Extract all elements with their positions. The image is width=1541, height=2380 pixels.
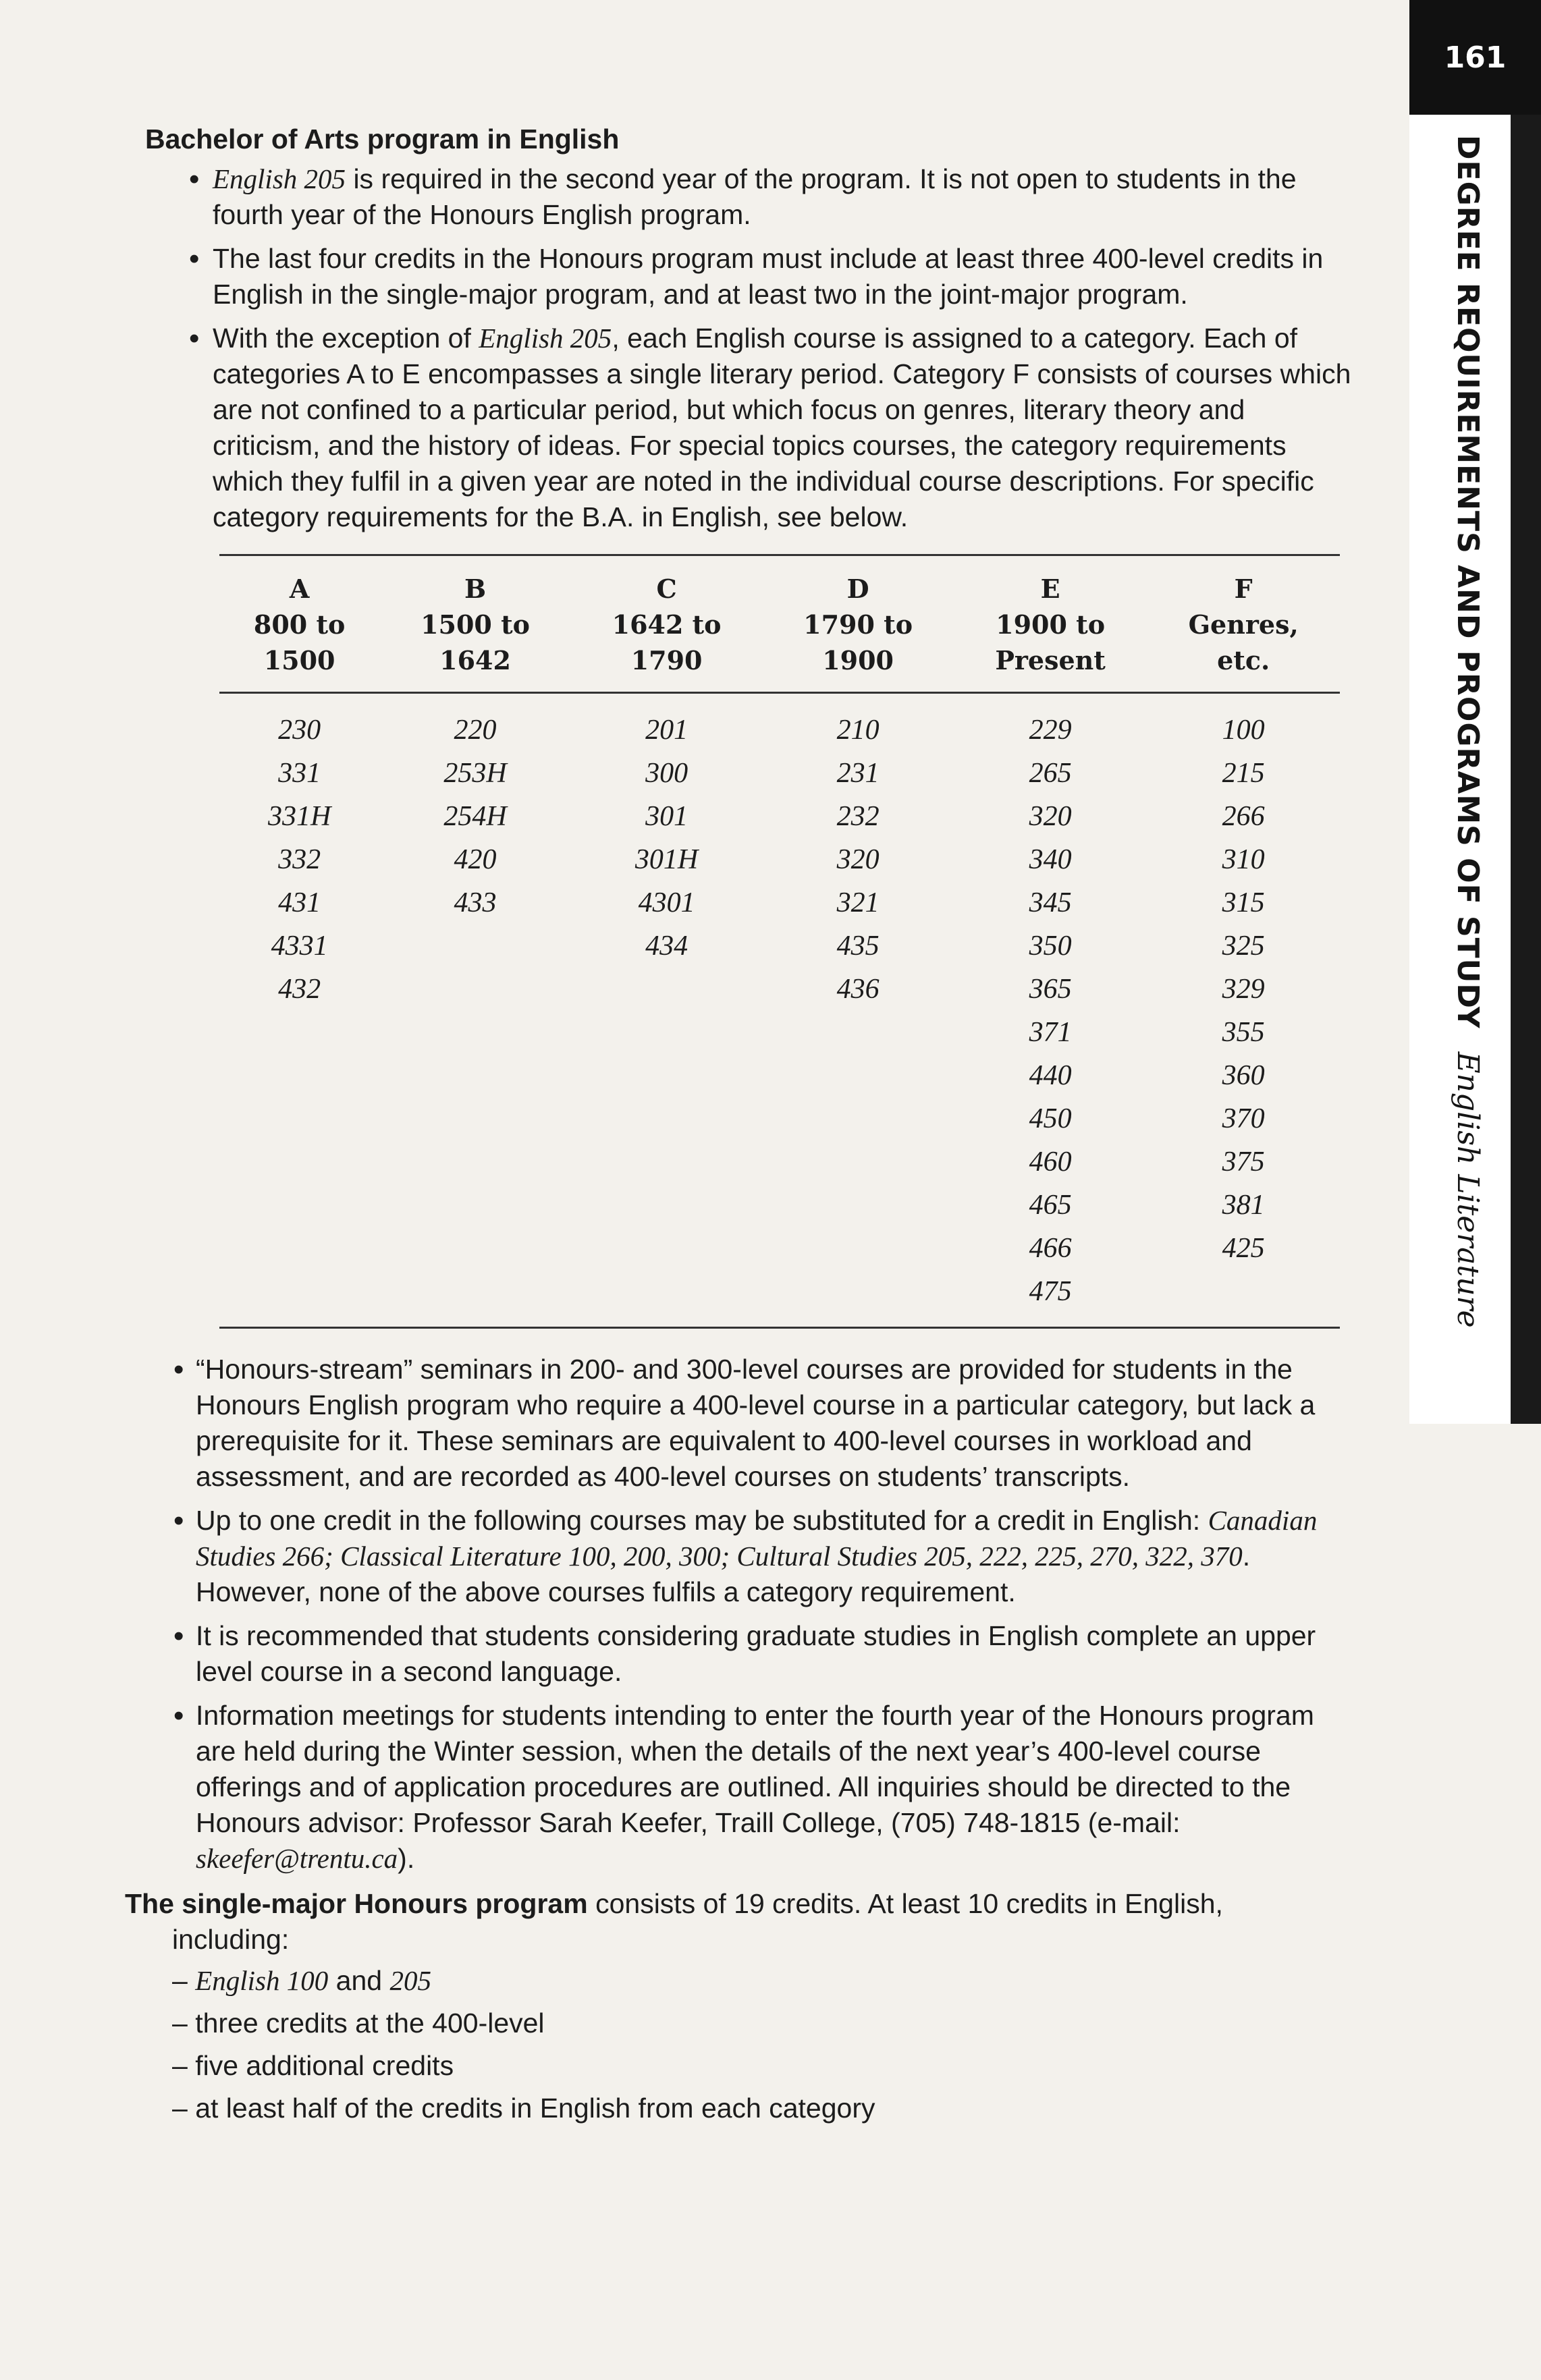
category-header-line: 1500 (263, 645, 335, 675)
bullet-text (196, 1620, 1316, 1687)
category-header-line: 1642 (439, 645, 511, 675)
course-cell: 434 (645, 931, 688, 962)
bullet-item (125, 161, 1394, 233)
course-cell: 371 (1029, 1017, 1072, 1048)
requirement-list (172, 1963, 1394, 2126)
course-cell: 100 (1222, 715, 1265, 746)
course-cell (219, 1184, 379, 1227)
text-run: – three credits at the 400-level (172, 2008, 545, 2039)
course-cell (219, 1054, 379, 1097)
course-cell: 315 (1222, 887, 1265, 918)
category-header-cell (379, 555, 571, 693)
course-cell (219, 1097, 379, 1140)
course-cell (571, 1140, 763, 1184)
course-cell: 320 (836, 844, 880, 875)
category-header-line: E (1040, 574, 1060, 604)
category-header-line: 1790 to (803, 609, 913, 640)
course-cell: 301 (645, 801, 688, 832)
text-run: is required in the second year of the program. It is not open to students in the fourth year of the Honours English program. (213, 163, 1297, 230)
category-header-line: F (1234, 574, 1253, 604)
course-cell: 433 (454, 887, 497, 918)
text-run: ). (398, 1843, 415, 1874)
section-title: DEGREE REQUIREMENTS AND PROGRAMS OF STUDY (1451, 135, 1485, 1029)
text-run: Information meetings for students intending to enter the fourth year of the Honours program are held during the Winter session, when the details of the next year’s 400-level course offerings and of application procedures are outlined. All inquiries should be directed to the Honours advisor: Professor Sarah Keefer, Traill College, (705) 748-1815 (e-mail: (196, 1700, 1314, 1838)
course-cell (219, 1011, 379, 1054)
text-run: , each English course is assigned to a category. Each of categories A to E encompasses a single literary period. Category F consists of courses which are not confined to a particular period, but which focus on genres, literary theory and criticism, and the history of ideas. For special topics courses, the category requirements which they fulfil in a given year are noted in the individual course descriptions. For specific category requirements for the B.A. in English, see below. (213, 323, 1351, 532)
course-cell: 329 (1222, 974, 1265, 1005)
bullet-item (125, 1503, 1394, 1610)
category-header-cell (762, 555, 954, 693)
category-header-cell (954, 555, 1147, 693)
category-header-line: 1500 to (421, 609, 530, 640)
requirement-item (172, 2048, 1394, 2084)
course-cell: 300 (645, 758, 688, 789)
requirement-text (172, 2093, 875, 2124)
course-cell: 435 (836, 931, 880, 962)
bullet-list-lower (125, 1352, 1394, 1877)
table-row (219, 752, 1340, 795)
text-run: . However, none of the above courses fulfils a category requirement. (196, 1541, 1251, 1607)
course-cell: 466 (1029, 1233, 1072, 1264)
course-cell (762, 1097, 954, 1140)
course-cell (571, 1097, 763, 1140)
course-cell: 475 (1029, 1276, 1072, 1307)
table-row (219, 968, 1340, 1011)
text-run: The last four credits in the Honours program must include at least three 400-level credits in English in the single-major program, and at least two in the joint-major program. (213, 243, 1324, 310)
course-cell (762, 1140, 954, 1184)
course-cell: 320 (1029, 801, 1072, 832)
category-header-line: B (464, 574, 487, 604)
requirement-item (172, 2091, 1394, 2126)
table-row (219, 1270, 1340, 1328)
course-cell: 436 (836, 974, 880, 1005)
course-cell (762, 1184, 954, 1227)
course-cell (379, 1270, 571, 1328)
course-cell: 420 (454, 844, 497, 875)
course-cell: 215 (1222, 758, 1265, 789)
category-header-line: 800 to (253, 609, 346, 640)
table-row (219, 1097, 1340, 1140)
table-row (219, 1140, 1340, 1184)
course-cell: 220 (454, 715, 497, 746)
table-row (219, 1054, 1340, 1097)
bullet-text (213, 163, 1297, 230)
course-cell (762, 1227, 954, 1270)
bullet-item (125, 1352, 1394, 1495)
text-run: – five additional credits (172, 2050, 454, 2081)
program-lead: The single-major Honours program (125, 1888, 588, 1919)
category-header-line: C (656, 574, 677, 604)
course-cell: 331H (267, 801, 331, 832)
bullet-text (196, 1700, 1314, 1874)
category-header-line: D (846, 574, 869, 604)
category-header-cell (571, 555, 763, 693)
course-cell: 331 (278, 758, 321, 789)
course-cell (571, 1184, 763, 1227)
table-row (219, 1227, 1340, 1270)
course-cell: 365 (1029, 974, 1072, 1005)
bullet-text (196, 1505, 1317, 1607)
table-row (219, 1184, 1340, 1227)
bullet-text (213, 243, 1323, 310)
course-cell: 4301 (638, 887, 695, 918)
course-cell: 210 (836, 715, 880, 746)
italic-run: Canadian Studies 266; Classical Literature 100, 200, 300; Cultural Studies 205, 222, 225, 270, 322, 370 (196, 1505, 1318, 1572)
bullet-item (125, 241, 1394, 312)
course-cell: 321 (836, 887, 880, 918)
course-cell (379, 1011, 571, 1054)
main-content (125, 121, 1394, 2133)
category-header-line: Genres, (1188, 609, 1299, 640)
course-cell (571, 1054, 763, 1097)
course-cell: 332 (278, 844, 321, 875)
bullet-item (125, 321, 1394, 535)
course-cell: 432 (278, 974, 321, 1005)
requirement-text (172, 2008, 545, 2039)
category-header-cell (1147, 555, 1340, 693)
requirement-item (172, 1963, 1394, 1999)
program-paragraph (125, 1886, 1394, 1958)
table-row (219, 1011, 1340, 1054)
course-cell: 360 (1222, 1060, 1265, 1091)
course-cell (219, 1270, 379, 1328)
text-run: With the exception of (213, 323, 479, 354)
category-header-line: Present (995, 645, 1106, 675)
course-cell: 450 (1029, 1103, 1072, 1134)
category-header-line: 1900 to (996, 609, 1106, 640)
text-run: It is recommended that students considering graduate studies in English complete an upper level course in a second language. (196, 1620, 1316, 1687)
course-cell: 232 (836, 801, 880, 832)
course-cell: 310 (1222, 844, 1265, 875)
course-cell: 381 (1222, 1190, 1265, 1221)
vertical-heading (1451, 135, 1485, 1328)
course-cell: 230 (278, 715, 321, 746)
course-cell (571, 1011, 763, 1054)
program-cont: including: (172, 1924, 290, 1955)
text-run: Up to one credit in the following courses may be substituted for a credit in English: (196, 1505, 1208, 1536)
course-cell (762, 1054, 954, 1097)
course-cell: 355 (1222, 1017, 1265, 1048)
side-strip (1511, 115, 1541, 1424)
course-cell (571, 1270, 763, 1328)
course-cell: 375 (1222, 1146, 1265, 1178)
category-table (219, 554, 1340, 1329)
course-cell (219, 1140, 379, 1184)
course-cell: 465 (1029, 1190, 1072, 1221)
category-header-cell (219, 555, 379, 693)
table-row (219, 924, 1340, 968)
italic-run: English 205 (479, 323, 612, 354)
course-cell (762, 1011, 954, 1054)
course-cell: 254H (443, 801, 507, 832)
table-row (219, 795, 1340, 838)
section-heading: Bachelor of Arts program in English (145, 123, 620, 155)
bullet-list-upper (125, 161, 1394, 535)
course-cell (571, 1227, 763, 1270)
course-cell: 231 (836, 758, 880, 789)
bullet-item (125, 1698, 1394, 1877)
course-cell: 370 (1222, 1103, 1265, 1134)
text-run: and (328, 1965, 390, 1996)
course-cell: 266 (1222, 801, 1265, 832)
course-cell (379, 1227, 571, 1270)
requirement-text (172, 1965, 431, 1996)
table-row (219, 838, 1340, 881)
course-cell (379, 1140, 571, 1184)
category-header-line: A (289, 574, 310, 604)
bullet-text (213, 323, 1351, 532)
page-number: 161 (1409, 0, 1541, 115)
course-cell (571, 968, 763, 1011)
course-cell (379, 968, 571, 1011)
italic-run: English 205 (213, 163, 346, 194)
requirement-text (172, 2050, 454, 2081)
category-header-line: 1900 (822, 645, 894, 675)
course-cell (379, 1097, 571, 1140)
bullet-item (125, 1618, 1394, 1690)
category-header-line: 1642 to (612, 609, 722, 640)
italic-run: 205 (389, 1965, 431, 1996)
course-cell (1147, 1270, 1340, 1328)
category-header-line: etc. (1217, 645, 1270, 675)
table-row (219, 693, 1340, 752)
text-run: “Honours-stream” seminars in 200- and 300-level courses are provided for students in the Honours English program who require a 400-level course in a particular category, but lack a prerequisite for it. These seminars are equivalent to 400-level courses in workload and assessment, and are recorded as 400-level courses on students’ transcripts. (196, 1354, 1316, 1492)
course-cell: 425 (1222, 1233, 1265, 1264)
course-cell: 460 (1029, 1146, 1072, 1178)
course-cell: 325 (1222, 931, 1265, 962)
course-cell: 440 (1029, 1060, 1072, 1091)
course-cell: 431 (278, 887, 321, 918)
course-cell: 253H (443, 758, 507, 789)
category-header-line: 1790 (630, 645, 703, 675)
text-run: – (172, 1965, 196, 1996)
course-cell: 340 (1029, 844, 1072, 875)
bullet-text (196, 1354, 1315, 1492)
program-rest: consists of 19 credits. At least 10 credits in English, (587, 1888, 1223, 1919)
course-cell (379, 1054, 571, 1097)
course-cell (379, 924, 571, 968)
course-cell: 350 (1029, 931, 1072, 962)
course-cell (379, 1184, 571, 1227)
course-cell: 345 (1029, 887, 1072, 918)
course-cell: 265 (1029, 758, 1072, 789)
text-run: – at least half of the credits in English from each category (172, 2093, 875, 2124)
requirement-item (172, 2005, 1394, 2041)
table-row (219, 881, 1340, 924)
course-cell (762, 1270, 954, 1328)
course-cell: 201 (645, 715, 688, 746)
course-cell: 301H (634, 844, 699, 875)
course-cell (219, 1227, 379, 1270)
category-header-row (219, 555, 1340, 693)
italic-run: English 100 (195, 1965, 329, 1996)
subject-title: English Literature (1451, 1051, 1485, 1328)
category-body (219, 693, 1340, 1328)
course-cell: 229 (1029, 715, 1072, 746)
italic-run: skeefer@trentu.ca (196, 1843, 398, 1874)
course-cell: 4331 (271, 931, 328, 962)
